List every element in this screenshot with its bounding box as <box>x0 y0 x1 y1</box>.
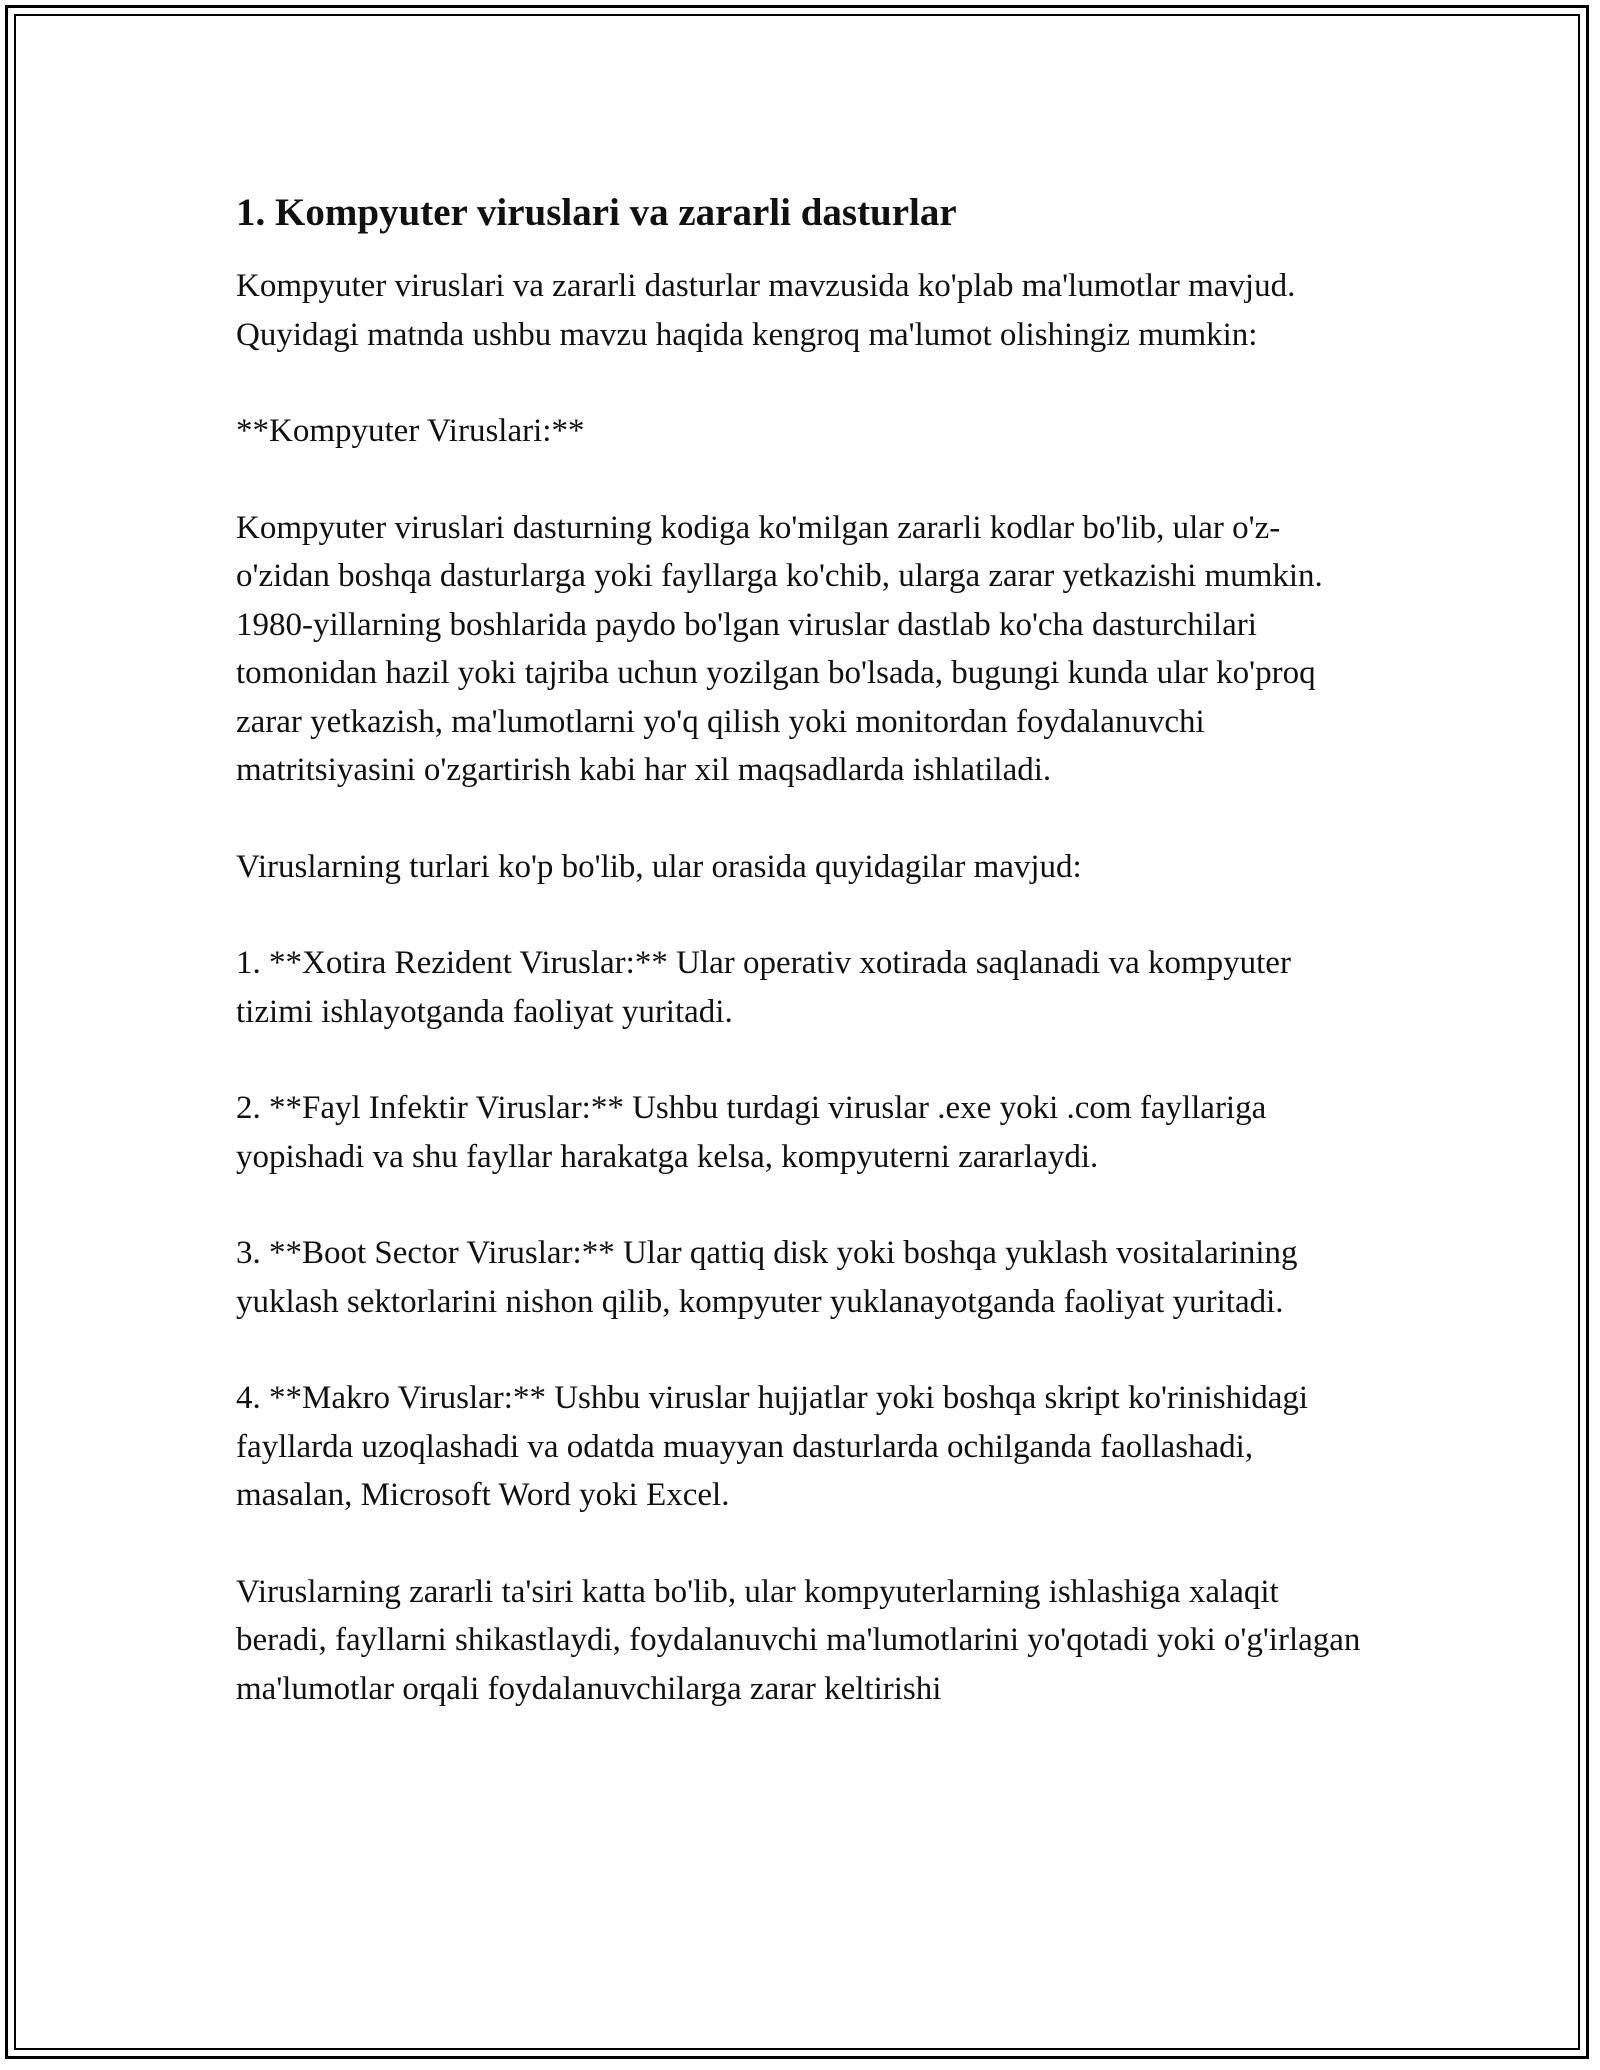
document-body <box>236 186 1366 1761</box>
paragraph-section-heading: **Kompyuter Viruslari:** <box>236 413 585 449</box>
paragraph-virus-definition: Kompyuter viruslari dasturning kodiga ko'milgan zararli kodlar bo'lib, ular o'z-o'zidan boshqa dasturlarga yoki fayllarga ko'chib, ularga zarar yetkazishi mumkin. 1980-yillarning boshlarida paydo bo'lgan viruslar dastlab ko'cha dasturchilari tomonidan hazil yoki tajriba uchun yozilgan bo'lsada, bugungi kunda ular ko'proq zarar yetkazish, ma'lumotlarni yo'q qilish yoki monitordan foydalanuvchi matritsiyasini o'zgartirish kabi har xil maqsadlarda ishlatiladi. <box>236 509 1323 788</box>
paragraph-virus-harm: Viruslarning zararli ta'siri katta bo'lib, ular kompyuterlarning ishlashiga xalaqit beradi, fayllarni shikastlaydi, foydalanuvchi ma'lumotlarini yo'qotadi yoki o'g'irlagan ma'lumotlar orqali foydalanuvchilarga zarar keltirishi <box>236 1573 1361 1707</box>
list-item-boot-sector: 3. **Boot Sector Viruslar:** Ular qattiq disk yoki boshqa yuklash vositalarining yuklash sektorlarini nishon qilib, kompyuter yuklanayotganda faoliyat yuritadi. <box>236 1235 1298 1320</box>
list-item-file-infector: 2. **Fayl Infektir Viruslar:** Ushbu turdagi viruslar .exe yoki .com fayllariga yopishadi va shu fayllar harakatga kelsa, kompyuterni zararlaydi. <box>236 1090 1267 1175</box>
list-item-memory-resident: 1. **Xotira Rezident Viruslar:** Ular operativ xotirada saqlanadi va kompyuter tizimi ishlayotganda faoliyat yuritadi. <box>236 945 1291 1030</box>
paragraph-intro: Kompyuter viruslari va zararli dasturlar mavzusida ko'plab ma'lumotlar mavjud. Quyidagi matnda ushbu mavzu haqida kengroq ma'lumot olishingiz mumkin: <box>236 268 1296 353</box>
list-item-macro: 4. **Makro Viruslar:** Ushbu viruslar hujjatlar yoki boshqa skript ko'rinishidagi fayllarda uzoqlashadi va odatda muayyan dasturlarda ochilganda faollashadi, masalan, Microsoft Word yoki Excel. <box>236 1380 1309 1513</box>
document-title: 1. Kompyuter viruslari va zararli dasturlar <box>236 191 957 234</box>
paragraph-virus-types-intro: Viruslarning turlari ko'p bo'lib, ular orasida quyidagilar mavjud: <box>236 848 1082 885</box>
